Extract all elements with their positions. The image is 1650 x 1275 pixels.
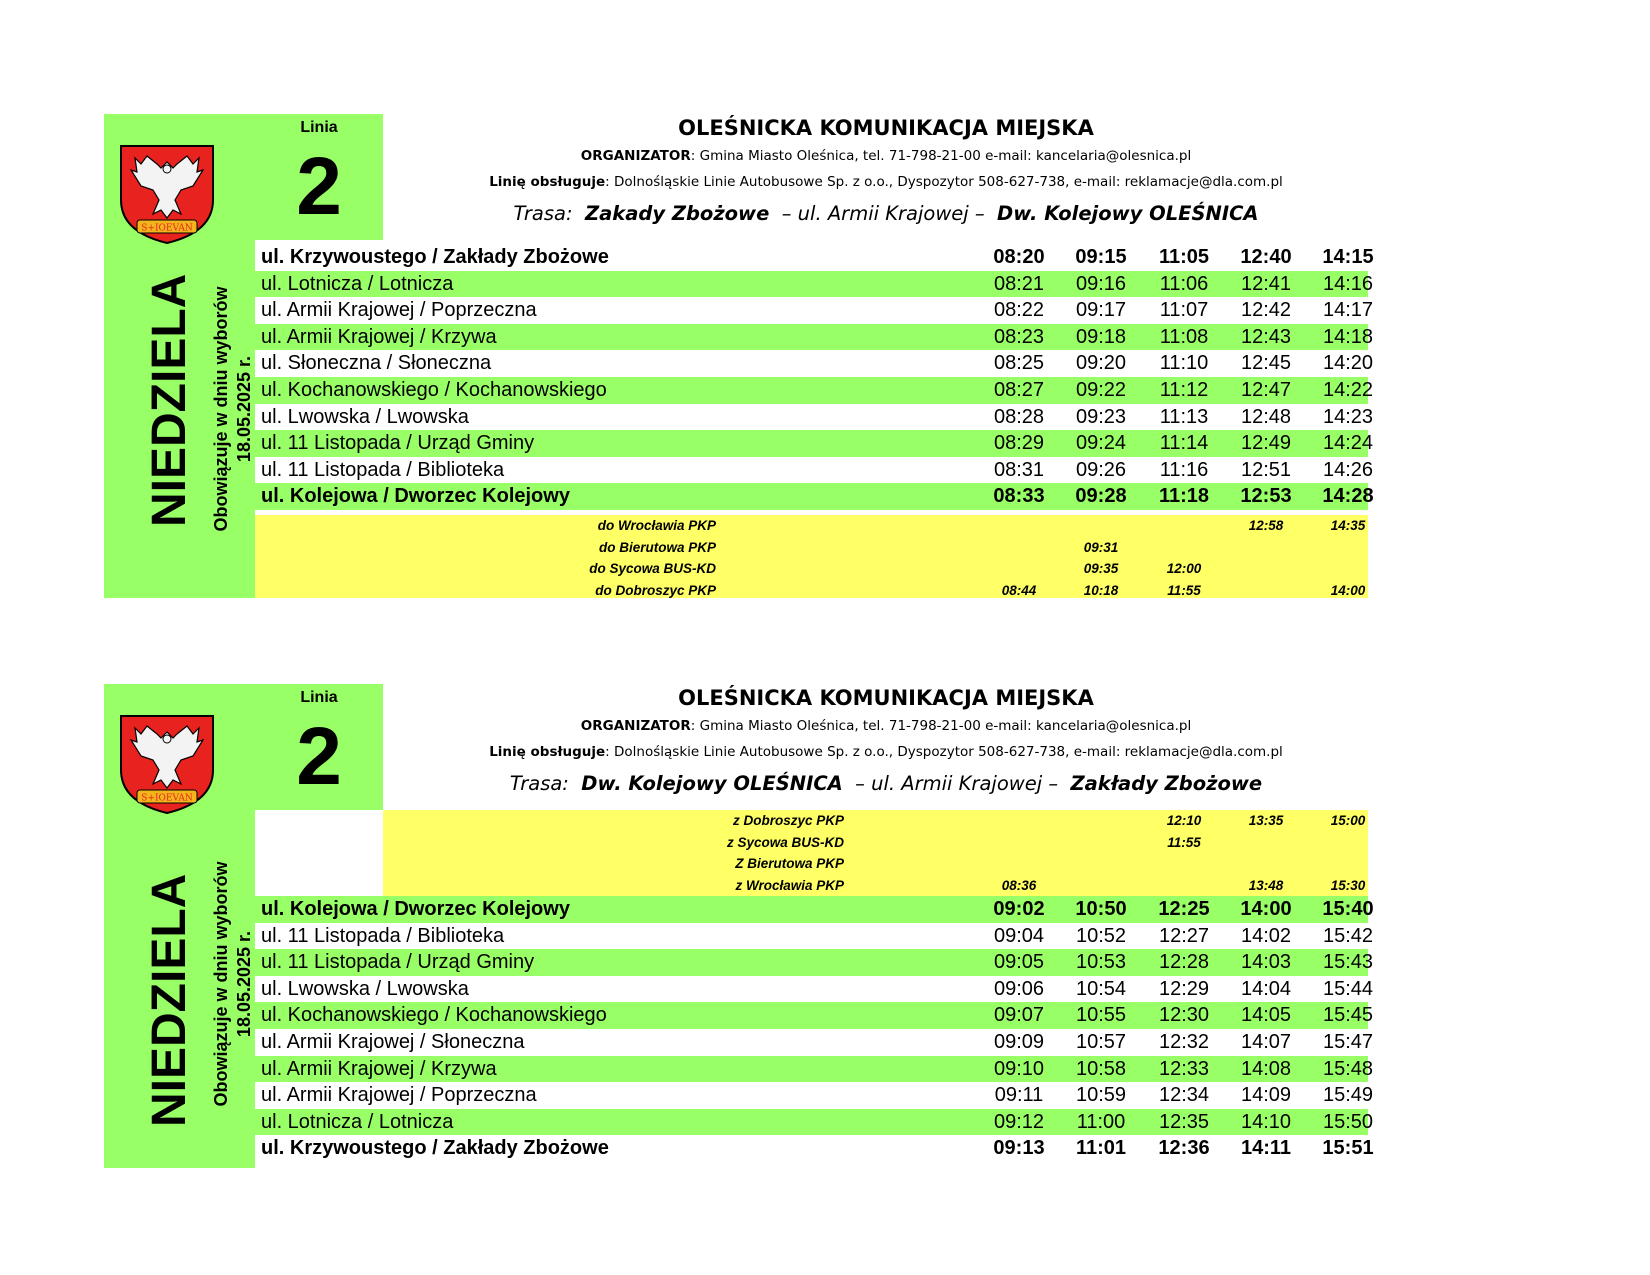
connection-time: 08:36 <box>1001 877 1037 893</box>
departure-time: 10:53 <box>1075 951 1127 974</box>
departure-time: 08:23 <box>993 325 1045 348</box>
connection-row <box>383 832 1368 854</box>
organizer-info: ORGANIZATOR: Gmina Miasto Oleśnica, tel. 71-798-21-00 e-mail: kancelaria@olesnica.pl <box>580 718 1192 734</box>
line-number: 2 <box>296 711 342 802</box>
departure-time: 14:17 <box>1322 299 1374 322</box>
departure-time: 10:57 <box>1075 1030 1127 1053</box>
stop-table <box>255 896 1374 1162</box>
departure-time: 12:49 <box>1240 432 1292 455</box>
stop-name: ul. Lotnicza / Lotnicza <box>261 1110 454 1133</box>
organizer-info: ORGANIZATOR: Gmina Miasto Oleśnica, tel. 71-798-21-00 e-mail: kancelaria@olesnica.pl <box>580 148 1192 164</box>
operator-info: Linię obsługuje: Dolnośląskie Linie Autobusowe Sp. z o.o., Dyspozytor 508-627-738, e-mail: reklamacje@dla.com.pl <box>489 744 1283 760</box>
connection-label: z Dobroszyc PKP <box>732 813 844 828</box>
departure-time: 15:45 <box>1322 1004 1374 1027</box>
stop-name: ul. Armii Krajowej / Słoneczna <box>261 1030 525 1053</box>
departure-time: 10:50 <box>1075 898 1127 920</box>
departure-time: 12:35 <box>1158 1110 1210 1133</box>
stop-name: ul. Armii Krajowej / Krzywa <box>261 1057 497 1080</box>
table-row <box>255 404 1374 431</box>
departure-time: 09:18 <box>1075 325 1127 348</box>
departure-time: 09:02 <box>993 898 1045 920</box>
connection-label: do Dobroszyc PKP <box>595 582 716 598</box>
departure-time: 14:24 <box>1322 432 1374 455</box>
departure-time: 12:48 <box>1240 405 1292 428</box>
departure-time: 14:07 <box>1240 1030 1292 1053</box>
connection-time: 12:58 <box>1248 518 1284 533</box>
connection-row <box>255 580 1368 602</box>
connection-time: 15:00 <box>1330 813 1366 828</box>
side-panel <box>104 114 255 598</box>
departure-time: 09:28 <box>1075 485 1127 508</box>
departure-time: 09:11 <box>994 1084 1044 1107</box>
table-row <box>255 244 1374 271</box>
stop-table <box>255 244 1374 510</box>
validity-note: Obowiązuje w dniu wyborów 18.05.2025 r. <box>211 286 254 532</box>
table-row <box>255 923 1374 950</box>
departure-time: 11:01 <box>1075 1137 1127 1160</box>
departure-time: 09:22 <box>1075 378 1127 401</box>
departure-time: 12:27 <box>1158 924 1210 947</box>
departure-time: 14:20 <box>1322 352 1374 375</box>
departure-time: 11:16 <box>1159 458 1209 481</box>
stop-name: ul. 11 Listopada / Biblioteka <box>261 924 505 947</box>
connection-time: 14:35 <box>1330 518 1366 533</box>
departure-time: 11:14 <box>1159 432 1209 455</box>
connection-row <box>383 853 1368 875</box>
departure-time: 15:40 <box>1322 898 1374 920</box>
timetable-return <box>104 684 1374 1168</box>
departure-time: 14:10 <box>1240 1110 1292 1133</box>
departure-time: 12:25 <box>1158 898 1210 920</box>
table-row <box>255 976 1374 1003</box>
departure-time: 14:08 <box>1240 1057 1292 1080</box>
table-row <box>255 1002 1374 1029</box>
departure-time: 09:04 <box>993 924 1045 947</box>
page-title: OLEŚNICKA KOMUNIKACJA MIEJSKA <box>678 116 1094 140</box>
line-number-box <box>255 684 383 810</box>
table-row <box>255 430 1374 457</box>
departure-time: 14:18 <box>1322 325 1374 348</box>
departure-time: 08:31 <box>993 458 1045 481</box>
svg-text:S+IOEVAN: S+IOEVAN <box>141 223 193 234</box>
departure-time: 08:21 <box>993 272 1045 295</box>
table-row <box>255 949 1374 976</box>
departure-time: 08:28 <box>993 405 1045 428</box>
connection-time: 13:35 <box>1248 813 1284 828</box>
connection-row <box>383 810 1368 832</box>
stop-name: ul. 11 Listopada / Biblioteka <box>261 458 505 481</box>
table-row <box>255 896 1374 923</box>
departure-time: 14:28 <box>1322 485 1374 508</box>
departure-time: 12:40 <box>1240 246 1292 268</box>
departure-time: 09:20 <box>1075 352 1127 375</box>
table-row <box>255 1056 1374 1083</box>
stop-name: ul. Kolejowa / Dworzec Kolejowy <box>261 485 570 508</box>
connection-time: 13:48 <box>1248 877 1284 893</box>
connection-label: do Wrocławia PKP <box>597 518 716 533</box>
departure-time: 12:42 <box>1240 299 1292 322</box>
departure-time: 12:41 <box>1240 272 1292 295</box>
departure-time: 15:47 <box>1322 1030 1374 1053</box>
operator-info: Linię obsługuje: Dolnośląskie Linie Autobusowe Sp. z o.o., Dyspozytor 508-627-738, e-mail: reklamacje@dla.com.pl <box>489 174 1283 190</box>
timetable-outbound <box>104 114 1374 598</box>
departure-time: 12:30 <box>1158 1004 1210 1027</box>
departure-time: 12:29 <box>1158 977 1210 1000</box>
connection-label: z Sycowa BUS-KD <box>726 834 844 850</box>
departure-time: 09:13 <box>993 1137 1045 1160</box>
departure-time: 14:00 <box>1240 898 1292 920</box>
connection-label: do Sycowa BUS-KD <box>589 561 716 576</box>
departure-time: 12:47 <box>1240 378 1292 401</box>
departure-time: 15:48 <box>1322 1057 1374 1080</box>
departure-time: 11:06 <box>1159 272 1209 295</box>
departure-time: 11:00 <box>1076 1110 1126 1133</box>
stop-name: ul. Kochanowskiego / Kochanowskiego <box>261 1004 607 1027</box>
departure-time: 09:26 <box>1075 458 1127 481</box>
departure-time: 09:07 <box>993 1004 1045 1027</box>
connection-time: 11:55 <box>1167 582 1201 598</box>
departure-time: 08:33 <box>993 485 1045 508</box>
connection-label: do Bierutowa PKP <box>598 539 716 555</box>
departure-time: 11:10 <box>1159 352 1209 375</box>
connection-row <box>383 875 1368 897</box>
day-label: NIEDZIELA <box>143 273 196 527</box>
connection-time: 09:31 <box>1083 539 1119 555</box>
departure-time: 10:52 <box>1075 924 1127 947</box>
departure-time: 11:13 <box>1159 405 1209 428</box>
departure-time: 14:05 <box>1240 1004 1292 1027</box>
connection-time: 12:00 <box>1166 561 1202 576</box>
departure-time: 08:20 <box>993 246 1045 268</box>
line-number: 2 <box>296 141 342 232</box>
connection-row <box>255 515 1368 537</box>
departure-time: 15:51 <box>1322 1137 1374 1160</box>
departure-time: 14:02 <box>1240 924 1292 947</box>
route-line: Trasa: Dw. Kolejowy OLEŚNICA – ul. Armii Krajowej – Zakłady Zbożowe <box>509 772 1263 795</box>
departure-time: 08:25 <box>993 352 1045 375</box>
stop-name: ul. 11 Listopada / Urząd Gminy <box>261 432 535 455</box>
departure-time: 15:49 <box>1322 1084 1374 1107</box>
line-label: Linia <box>300 119 338 136</box>
departure-time: 14:26 <box>1322 458 1374 481</box>
line-label: Linia <box>300 689 338 706</box>
departure-time: 09:09 <box>993 1030 1045 1053</box>
line-number-box <box>255 114 383 240</box>
departure-time: 12:28 <box>1158 951 1210 974</box>
departure-time: 09:24 <box>1075 432 1127 455</box>
departure-time: 10:55 <box>1075 1004 1127 1027</box>
connection-time: 15:30 <box>1330 877 1366 893</box>
departure-time: 12:51 <box>1240 458 1292 481</box>
departure-time: 09:16 <box>1075 272 1127 295</box>
connection-row <box>255 537 1368 559</box>
departure-time: 14:11 <box>1240 1137 1292 1160</box>
departure-time: 09:23 <box>1075 405 1127 428</box>
departure-time: 15:44 <box>1322 977 1374 1000</box>
departure-time: 12:34 <box>1158 1084 1210 1107</box>
departure-time: 15:42 <box>1322 924 1374 947</box>
table-row <box>255 350 1374 377</box>
departure-time: 15:50 <box>1322 1110 1374 1133</box>
departure-time: 09:12 <box>993 1110 1045 1133</box>
stop-name: ul. Krzywoustego / Zakłady Zbożowe <box>261 246 609 268</box>
stop-name: ul. Armii Krajowej / Poprzeczna <box>261 299 537 322</box>
departure-time: 09:15 <box>1075 246 1127 268</box>
table-row <box>255 324 1374 351</box>
stop-name: ul. Lwowska / Lwowska <box>261 405 469 428</box>
svg-text:S+IOEVAN: S+IOEVAN <box>141 793 193 804</box>
departure-time: 11:05 <box>1158 246 1210 268</box>
departure-time: 14:16 <box>1322 272 1374 295</box>
table-row <box>255 1109 1374 1136</box>
connection-time: 08:44 <box>1001 582 1037 598</box>
side-panel <box>104 684 255 1168</box>
departure-time: 09:17 <box>1075 299 1127 322</box>
departure-time: 14:04 <box>1240 977 1292 1000</box>
connection-time: 11:55 <box>1167 834 1201 850</box>
connection-label: z Wrocławia PKP <box>735 877 844 893</box>
departure-time: 10:58 <box>1075 1057 1127 1080</box>
departure-time: 09:10 <box>993 1057 1045 1080</box>
table-row <box>255 1135 1374 1162</box>
route-line: Trasa: Zakady Zbożowe – ul. Armii Krajowej – Dw. Kolejowy OLEŚNICA <box>513 202 1259 225</box>
connection-time: 09:35 <box>1083 561 1119 576</box>
table-row <box>255 483 1374 510</box>
departure-time: 09:06 <box>993 977 1045 1000</box>
departure-time: 12:43 <box>1240 325 1292 348</box>
connection-label: Z Bierutowa PKP <box>735 856 844 871</box>
departure-time: 14:22 <box>1322 378 1374 401</box>
departure-time: 10:59 <box>1075 1084 1127 1107</box>
day-label: NIEDZIELA <box>143 873 196 1127</box>
table-row <box>255 457 1374 484</box>
stop-name: ul. Lwowska / Lwowska <box>261 977 469 1000</box>
stop-name: ul. Słoneczna / Słoneczna <box>261 352 492 375</box>
departure-time: 14:09 <box>1240 1084 1292 1107</box>
connections-panel <box>383 810 1368 896</box>
olesnica-crest-icon <box>117 712 217 816</box>
table-row <box>255 297 1374 324</box>
departure-time: 08:27 <box>993 378 1045 401</box>
departure-time: 12:53 <box>1240 485 1292 508</box>
stop-name: ul. Armii Krajowej / Krzywa <box>261 325 497 348</box>
table-row <box>255 1082 1374 1109</box>
table-row <box>255 377 1374 404</box>
connection-row <box>255 558 1368 580</box>
departure-time: 09:05 <box>993 951 1045 974</box>
departure-time: 08:29 <box>993 432 1045 455</box>
stop-name: ul. Kochanowskiego / Kochanowskiego <box>261 378 607 401</box>
stop-name: ul. 11 Listopada / Urząd Gminy <box>261 951 535 974</box>
connection-time: 10:18 <box>1083 582 1119 598</box>
table-row <box>255 1029 1374 1056</box>
departure-time: 14:03 <box>1240 951 1292 974</box>
connection-time: 12:10 <box>1166 813 1202 828</box>
departure-time: 12:45 <box>1240 352 1292 375</box>
departure-time: 11:12 <box>1159 378 1209 401</box>
connections-panel <box>255 515 1368 598</box>
connection-time: 14:00 <box>1330 582 1366 598</box>
departure-time: 15:43 <box>1322 951 1374 974</box>
page-title: OLEŚNICKA KOMUNIKACJA MIEJSKA <box>678 686 1094 710</box>
departure-time: 12:32 <box>1158 1030 1210 1053</box>
departure-time: 12:33 <box>1158 1057 1210 1080</box>
departure-time: 11:07 <box>1159 299 1209 322</box>
stop-name: ul. Armii Krajowej / Poprzeczna <box>261 1084 537 1107</box>
departure-time: 08:22 <box>993 299 1045 322</box>
departure-time: 11:18 <box>1158 485 1210 508</box>
validity-note: Obowiązuje w dniu wyborów 18.05.2025 r. <box>211 861 254 1107</box>
departure-time: 11:08 <box>1159 325 1209 348</box>
departure-time: 14:15 <box>1322 246 1374 268</box>
departure-time: 10:54 <box>1075 977 1127 1000</box>
departure-time: 12:36 <box>1158 1137 1210 1160</box>
stop-name: ul. Krzywoustego / Zakłady Zbożowe <box>261 1137 609 1160</box>
stop-name: ul. Kolejowa / Dworzec Kolejowy <box>261 898 570 920</box>
stop-name: ul. Lotnicza / Lotnicza <box>261 272 454 295</box>
departure-time: 14:23 <box>1322 405 1374 428</box>
table-row <box>255 271 1374 298</box>
